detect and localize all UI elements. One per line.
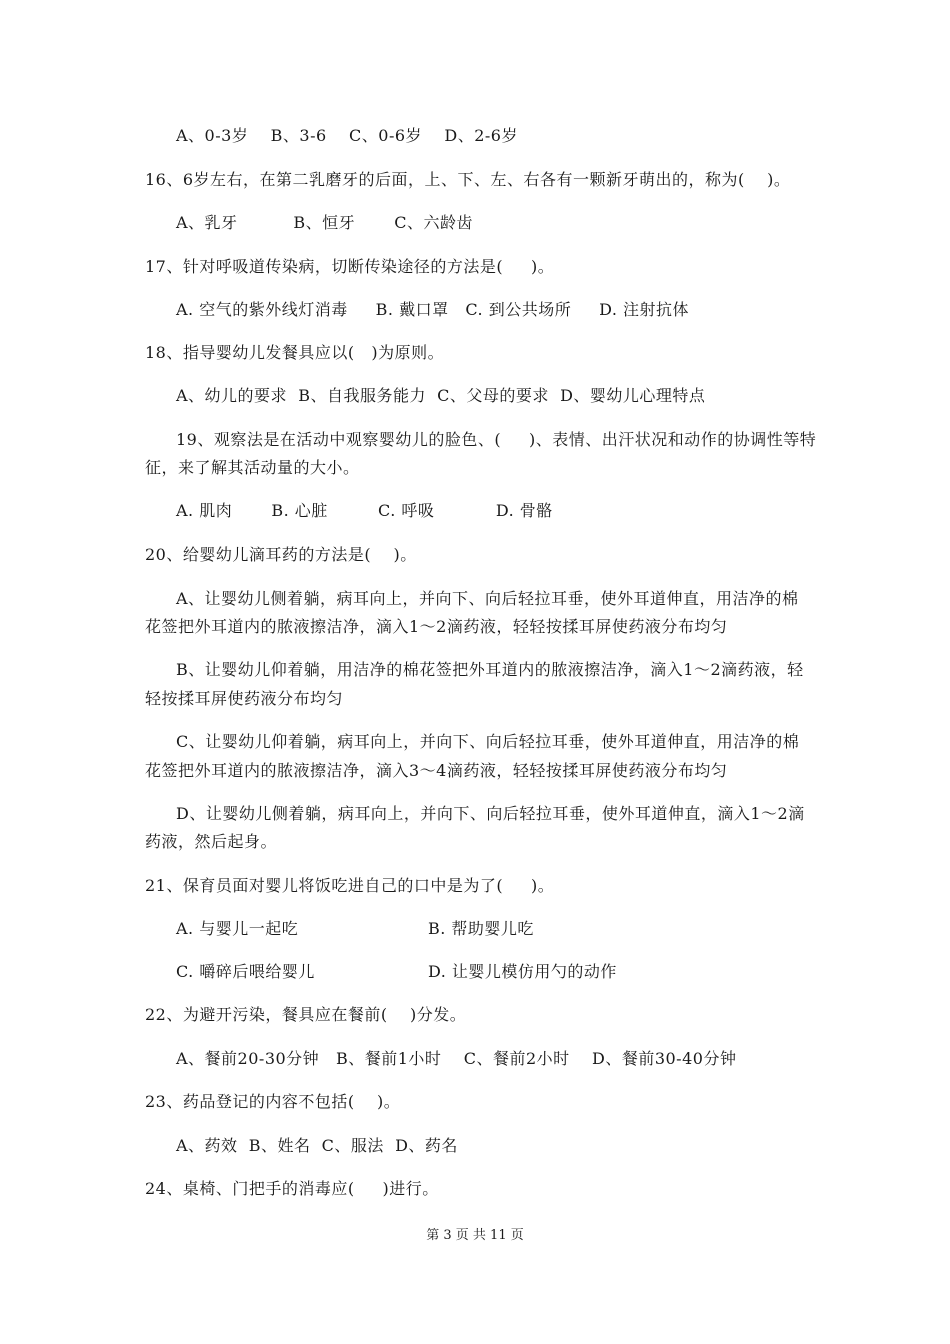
q17-options: A. 空气的紫外线灯消毒 B. 戴口罩 C. 到公共场所 D. 注射抗体 — [176, 300, 690, 319]
q20-option-d-line1: D、让婴幼儿侧着躺，病耳向上，并向下、向后轻拉耳垂，使外耳道伸直，滴入1～2滴 — [176, 804, 805, 823]
q20-option-a-line2: 花签把外耳道内的脓液擦洁净，滴入1～2滴药液，轻轻按揉耳屏使药液分布均匀 — [145, 617, 728, 636]
q16-stem: 16、6岁左右，在第二乳磨牙的后面，上、下、左、右各有一颗新牙萌出的，称为( )。 — [145, 170, 791, 189]
q20-option-b-line1: B、让婴幼儿仰着躺，用洁净的棉花签把外耳道内的脓液擦洁净，滴入1～2滴药液，轻 — [176, 660, 804, 679]
q20-stem: 20、给婴幼儿滴耳药的方法是( )。 — [145, 545, 417, 564]
q21-option-c: C. 嚼碎后喂给婴儿 — [176, 962, 315, 981]
q21-option-a: A. 与婴儿一起吃 — [176, 919, 299, 938]
q22-options: A、餐前20-30分钟 B、餐前1小时 C、餐前2小时 D、餐前30-40分钟 — [176, 1049, 737, 1068]
q19-options: A. 肌肉 B. 心脏 C. 呼吸 D. 骨骼 — [176, 501, 553, 520]
q20-option-d-line2: 药液，然后起身。 — [145, 832, 278, 851]
q21-option-d: D. 让婴儿模仿用勺的动作 — [428, 962, 617, 981]
q18-stem: 18、指导婴幼儿发餐具应以( )为原则。 — [145, 343, 445, 362]
q22-stem: 22、为避开污染，餐具应在餐前( )分发。 — [145, 1005, 467, 1024]
q20-option-b-line2: 轻按揉耳屏使药液分布均匀 — [145, 689, 344, 708]
q18-options: A、幼儿的要求 B、自我服务能力 C、父母的要求 D、婴幼儿心理特点 — [176, 386, 706, 405]
q19-stem-line2: 征，来了解其活动量的大小。 — [145, 458, 360, 477]
q15-options: A、0-3岁 B、3-6 C、0-6岁 D、2-6岁 — [176, 126, 518, 145]
q21-stem: 21、保育员面对婴儿将饭吃进自己的口中是为了( )。 — [145, 876, 555, 895]
q20-option-c-line2: 花签把外耳道内的脓液擦洁净，滴入3～4滴药液，轻轻按揉耳屏使药液分布均匀 — [145, 761, 728, 780]
q23-options: A、药效 B、姓名 C、服法 D、药名 — [176, 1136, 458, 1155]
q23-stem: 23、药品登记的内容不包括( )。 — [145, 1092, 401, 1111]
q24-stem: 24、桌椅、门把手的消毒应( )进行。 — [145, 1179, 439, 1198]
q21-option-b: B. 帮助婴儿吃 — [428, 919, 534, 938]
q20-option-a-line1: A、让婴幼儿侧着躺，病耳向上，并向下、向后轻拉耳垂，使外耳道伸直，用洁净的棉 — [176, 589, 799, 608]
q17-stem: 17、针对呼吸道传染病，切断传染途径的方法是( )。 — [145, 257, 555, 276]
q19-stem-line1: 19、观察法是在活动中观察婴幼儿的脸色、( )、表情、出汗状况和动作的协调性等特 — [176, 430, 817, 449]
q20-option-c-line1: C、让婴幼儿仰着躺，病耳向上，并向下、向后轻拉耳垂，使外耳道伸直，用洁净的棉 — [176, 732, 800, 751]
q16-options: A、乳牙 B、恒牙 C、六龄齿 — [176, 213, 474, 232]
page-footer: 第 3 页 共 11 页 — [426, 1228, 524, 1243]
